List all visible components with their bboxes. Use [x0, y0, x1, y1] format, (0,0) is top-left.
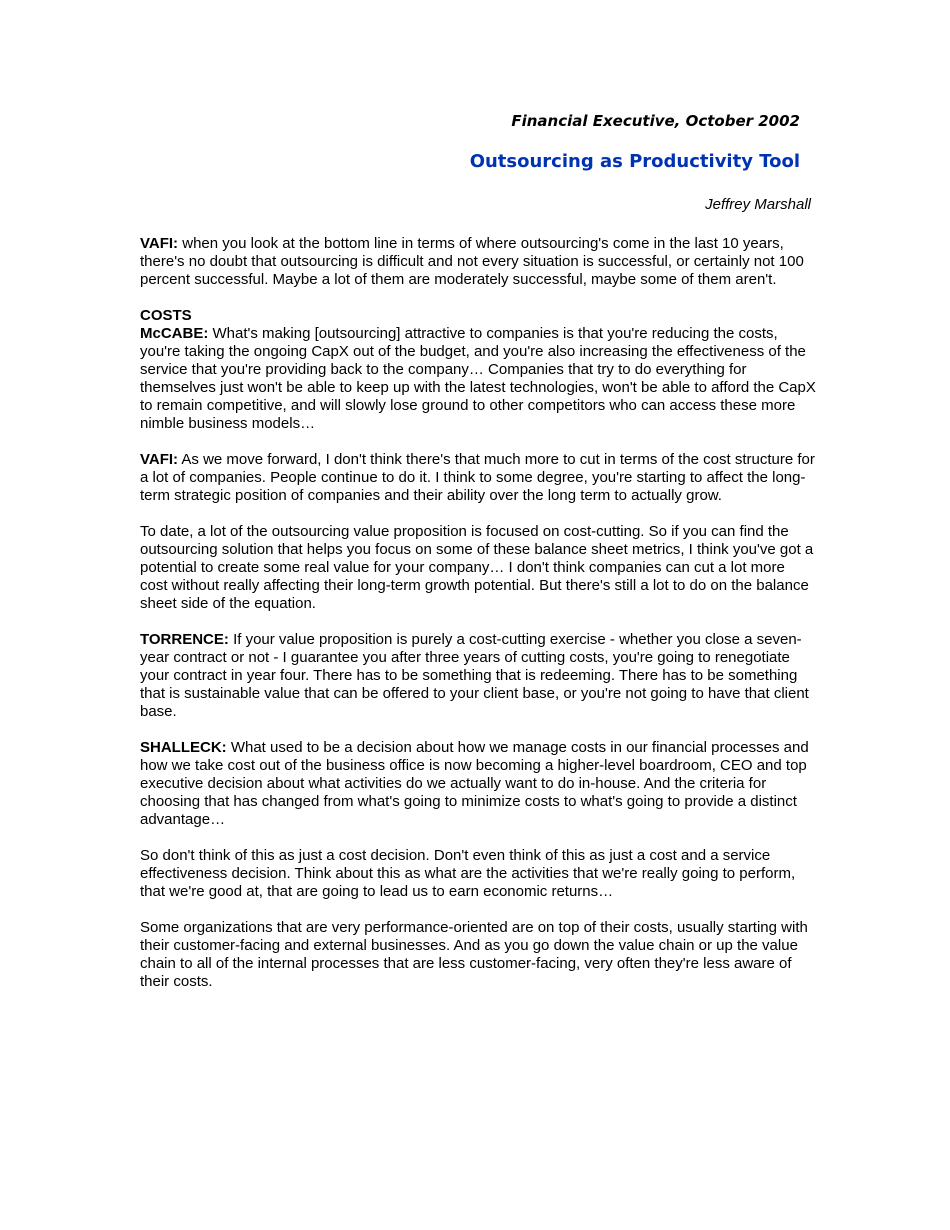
speaker-label: VAFI: — [140, 235, 179, 252]
article-title: Outsourcing as Productivity Tool — [469, 151, 800, 172]
speaker-label: McCABE: — [140, 325, 209, 342]
paragraph-text: Some organizations that are very performance-oriented are on top of their costs, usually starting with their customer-facing and external businesses. And as you go down the value chain or up the value chain to all of the internal processes that are less customer-facing, very often they're less aware of their costs. — [140, 919, 808, 990]
paragraph-vafi-1 — [140, 235, 816, 289]
speaker-label: SHALLECK: — [140, 739, 227, 756]
speaker-label: VAFI: — [140, 451, 179, 468]
section-heading-costs: COSTS — [140, 307, 192, 324]
paragraph-vafi-3 — [140, 523, 816, 613]
article-body — [140, 235, 816, 1009]
speaker-label: TORRENCE: — [140, 631, 229, 648]
paragraph-text: when you look at the bottom line in terms of where outsourcing's come in the last 10 years, there's no doubt that outsourcing is difficult and not every situation is successful, or certainly not 100 percent successful. Maybe a lot of them are moderately successful, maybe some of them aren't. — [140, 235, 804, 288]
paragraph-text: As we move forward, I don't think there's that much more to cut in terms of the cost structure for a lot of companies. People continue to do it. I think to some degree, you're starting to affect the long-term strategic position of companies and their ability over the long term to actually grow. — [140, 451, 815, 504]
paragraph-text: What used to be a decision about how we manage costs in our financial processes and how we take cost out of the business office is now becoming a higher-level boardroom, CEO and top executive decision about what activities do we actually want to do in-house. And the criteria for choosing that has changed from what's going to minimize costs to what's going to provide a distinct advantage… — [140, 739, 809, 828]
paragraph-shalleck-2 — [140, 847, 816, 901]
paragraph-text: So don't think of this as just a cost decision. Don't even think of this as just a cost and a service effectiveness decision. Think about this as what are the activities that we're really going to perform, that we're good at, that are going to lead us to earn economic returns… — [140, 847, 796, 900]
paragraph-mccabe — [140, 307, 816, 433]
paragraph-torrence — [140, 631, 816, 721]
paragraph-text: What's making [outsourcing] attractive to companies is that you're reducing the costs, you're taking the ongoing CapX out of the budget, and you're also increasing the effectiveness of the service that you're providing back to the company… Companies that try to do everything for themselves just won't be able to keep up with the latest technologies, won't be able to afford the CapX to remain competitive, and will slowly lose ground to other competitors who can access these more nimble business models… — [140, 325, 816, 432]
paragraph-text: If your value proposition is purely a cost-cutting exercise - whether you close a seven-year contract or not - I guarantee you after three years of cutting costs, you're going to renegotiate your contract in year four. There has to be something that is redeeming. There has to be something that is sustainable value that can be offered to your client base, or you're not going to have that client base. — [140, 631, 809, 720]
paragraph-shalleck-1 — [140, 739, 816, 829]
author-name: Jeffrey Marshall — [705, 196, 811, 213]
publication-line: Financial Executive, October 2002 — [511, 112, 800, 130]
paragraph-text: To date, a lot of the outsourcing value proposition is focused on cost-cutting. So if you can find the outsourcing solution that helps you focus on some of these balance sheet metrics, I think you've got a potential to create some real value for your company… I don't think companies can cut a lot more cost without really affecting their long-term growth potential. But there's still a lot to do on the balance sheet side of the equation. — [140, 523, 814, 612]
paragraph-vafi-2 — [140, 451, 816, 505]
paragraph-shalleck-3 — [140, 919, 816, 991]
